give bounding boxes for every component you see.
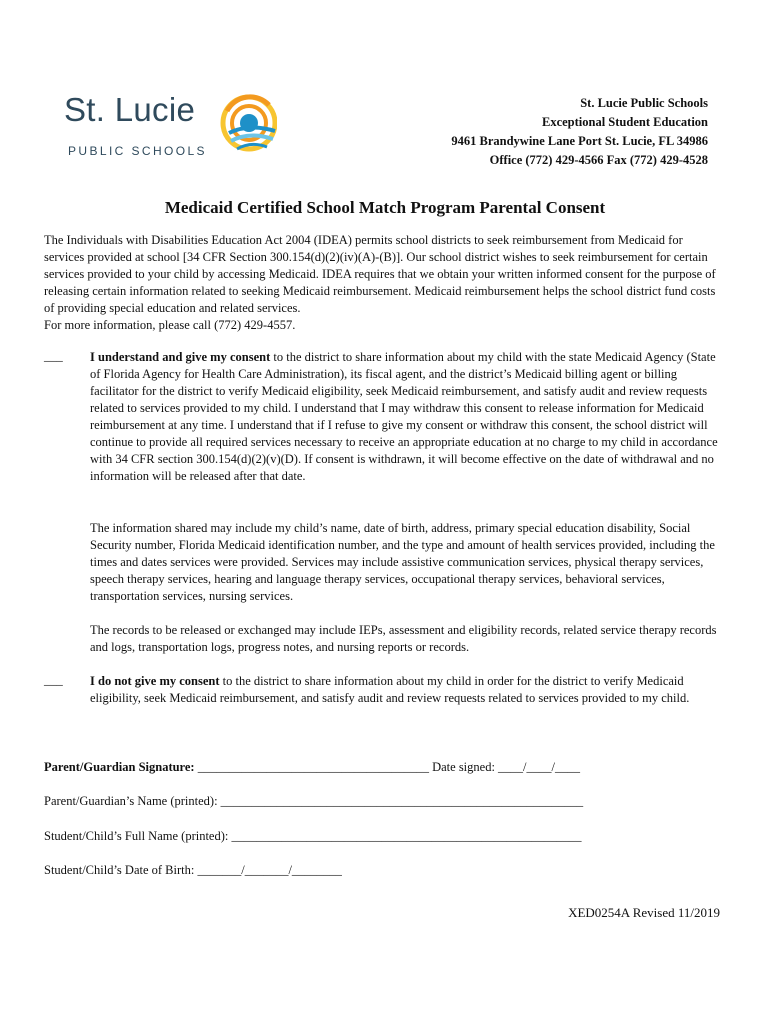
consent-no-checkbox-line[interactable]: ___ bbox=[44, 673, 63, 687]
signature-row bbox=[44, 760, 580, 775]
logo-name: St. Lucie bbox=[64, 91, 196, 128]
header-line-3: 9461 Brandywine Lane Port St. Lucie, FL 34986 bbox=[451, 134, 708, 148]
consent-yes-heading: I understand and give my consent bbox=[90, 350, 271, 364]
consent-yes-checkbox-line[interactable]: ___ bbox=[44, 349, 63, 363]
consent-yes-text: to the district to share information about my child with the state Medicaid Agency (State of Florida Agency for Health Care Administration), its fiscal agent, and the district’s Medicaid billing agent or billing facilitator for the district to verify Medicaid eligibility, seek Medicaid reimbursement, and satisfy audit and review requests related to services provided to my child. I understand that I may withdraw this consent to release information for Medicaid reimbursement at any time. I understand that if I refuse to give my consent or withdraw this consent, the school district will continue to provide all required services necessary to receive an appropriate education at no charge to my child in accordance with 34 CFR section 300.154(d)(2)(v)(D). If consent is withdrawn, it will become effective on the date of withdrawal and no information will be released after that date. bbox=[90, 350, 718, 483]
consent-no-paragraph bbox=[90, 673, 726, 707]
school-logo bbox=[64, 93, 276, 165]
signature-label: Parent/Guardian Signature: bbox=[44, 760, 195, 774]
consent-no-text: to the district to share information about my child in order for the district to verify Medicaid eligibility, seek Medicaid reimbursement, and satisfy audit and review requests related to services provided to my child. bbox=[90, 674, 690, 705]
signature-field[interactable]: _____________________________________ bbox=[194, 760, 433, 774]
document-title: Medicaid Certified School Match Program Parental Consent bbox=[164, 198, 606, 217]
date-signed-field[interactable]: Date signed: ____/____/____ bbox=[432, 760, 580, 774]
intro-contact: For more information, please call (772) 429-4557. bbox=[44, 318, 296, 332]
parent-name-field[interactable]: Parent/Guardian’s Name (printed): __________________________________________________________ bbox=[44, 794, 584, 808]
form-revision-code: XED0254A Revised 11/2019 bbox=[568, 905, 720, 920]
header-line-2: Exceptional Student Education bbox=[541, 115, 708, 129]
district-header bbox=[451, 94, 708, 170]
intro-paragraph bbox=[44, 232, 724, 334]
shared-information-paragraph: The information shared may include my child’s name, date of birth, address, primary special education disability, Social Security number, Florida Medicaid identification number, and the type and amount of health services provided, including the times and dates services were provided. Services may include assistive communication services, physical therapy services, speech therapy services, hearing and language therapy services, occupational therapy services, behavioral services, transportation services, nursing services. bbox=[90, 521, 715, 603]
consent-no-heading: I do not give my consent bbox=[90, 674, 220, 688]
header-line-4: Office (772) 429-4566 Fax (772) 429-4528 bbox=[489, 153, 708, 167]
intro-text: The Individuals with Disabilities Education Act 2004 (IDEA) permits school districts to seek reimbursement from Medicaid for services provided at school [34 CFR Section 300.154(d)(2)(iv)(A)-(B)]. Our school district wishes to seek reimbursement for certain services provided to your child by accessing Medicaid. IDEA requires that we obtain your written informed consent for the purpose of releasing certain information related to seeking Medicaid reimbursement. Medicaid reimbursement helps the school district fund costs of providing special education and related services. bbox=[44, 233, 716, 315]
header-line-1: St. Lucie Public Schools bbox=[580, 96, 708, 110]
sun-wave-emblem-icon bbox=[219, 93, 277, 159]
consent-yes-paragraph bbox=[90, 349, 726, 485]
birth-date-field[interactable]: Student/Child’s Date of Birth: _______/_______/________ bbox=[44, 863, 342, 877]
logo-subtitle: PUBLIC SCHOOLS bbox=[68, 144, 207, 158]
records-paragraph: The records to be released or exchanged may include IEPs, assessment and eligibility records, related service therapy records and logs, transportation logs, progress notes, and nursing reports or records. bbox=[90, 623, 717, 654]
student-name-field[interactable]: Student/Child’s Full Name (printed): ________________________________________________________ bbox=[44, 829, 582, 843]
